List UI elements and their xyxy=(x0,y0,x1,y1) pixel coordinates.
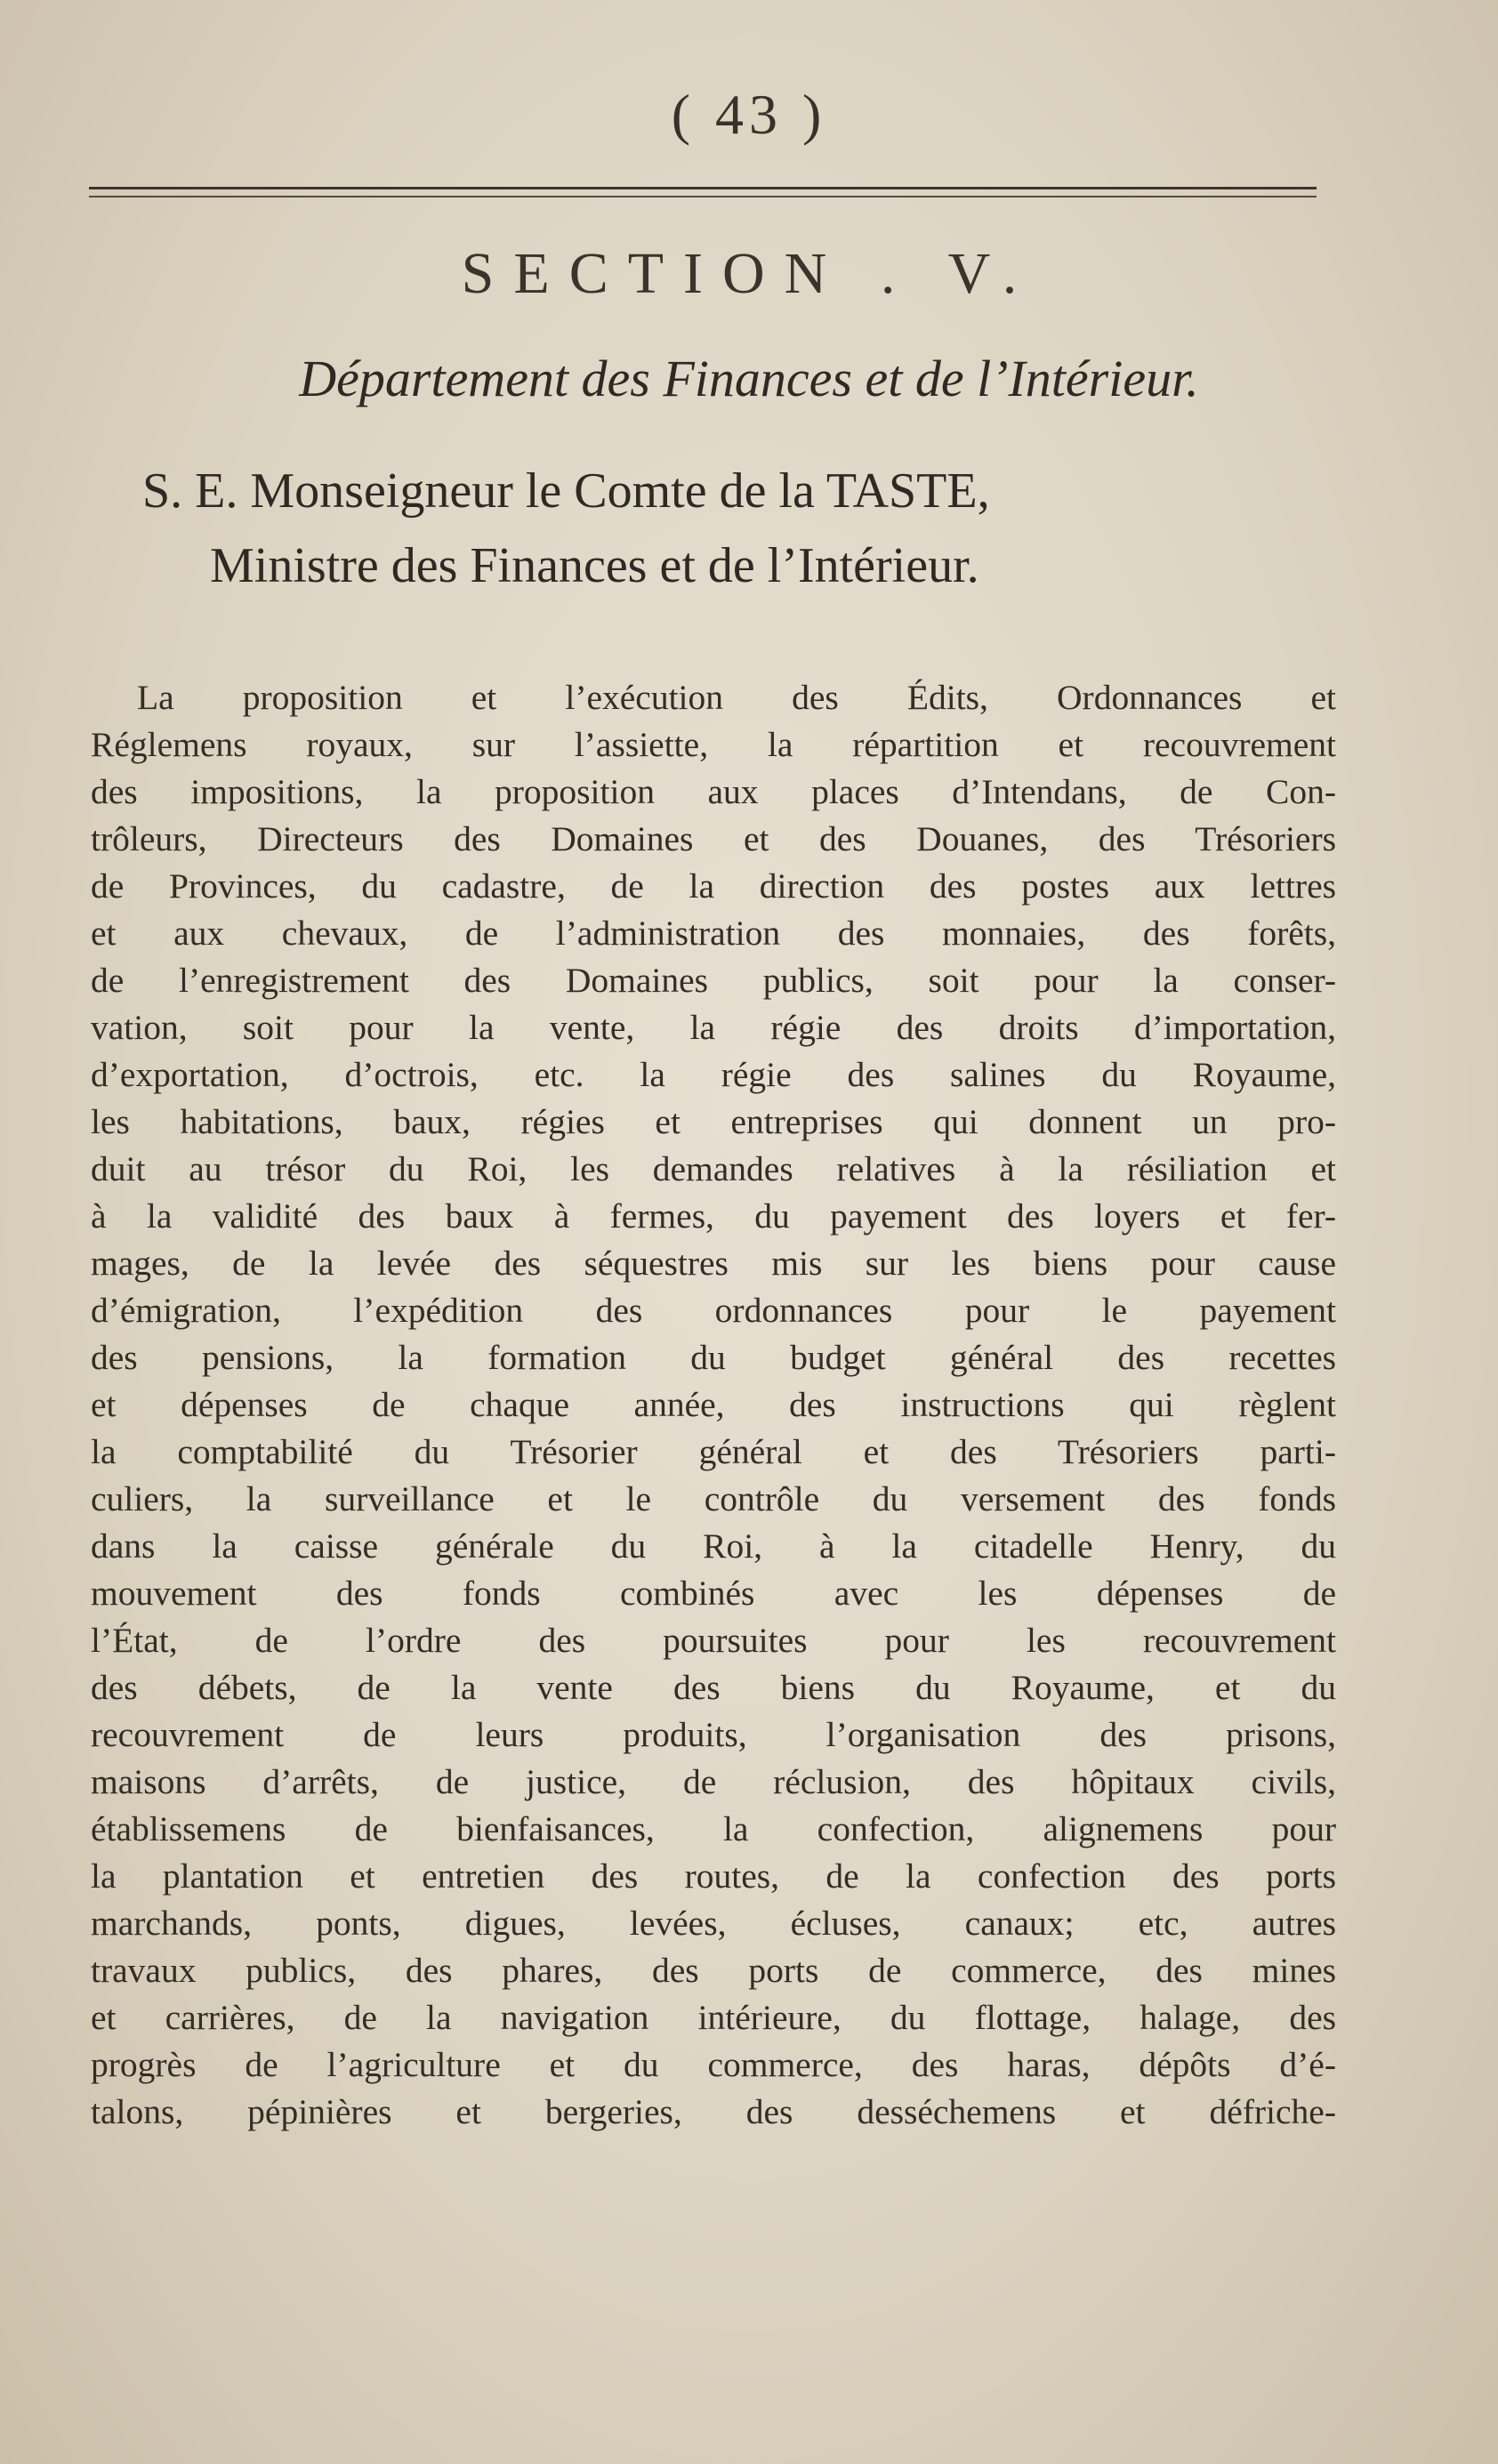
body-line: d’exportation, d’octrois, etc. la régie des salines du Royaume, xyxy=(91,1055,1336,1094)
body-line: et aux chevaux, de l’administration des monnaies, des forêts, xyxy=(91,914,1336,953)
body-line: la plantation et entretien des routes, de la confection des ports xyxy=(91,1856,1336,1896)
body-line: Réglemens royaux, sur l’assiette, la répartition et recouvrement xyxy=(91,725,1336,764)
body-line: talons, pépinières et bergeries, des desséchemens et défriche- xyxy=(91,2092,1336,2131)
body-line: à la validité des baux à fermes, du payement des loyers et fer- xyxy=(91,1196,1336,1236)
body-line: et dépenses de chaque année, des instructions qui règlent xyxy=(91,1385,1336,1424)
body-line: l’État, de l’ordre des poursuites pour les recouvrement xyxy=(91,1621,1336,1660)
header-rule-bottom xyxy=(89,196,1317,197)
body-line: d’émigration, l’expédition des ordonnances pour le payement xyxy=(91,1291,1336,1330)
body-line: mages, de la levée des séquestres mis sur les biens pour cause xyxy=(91,1244,1336,1283)
department-title: Département des Finances et de l’Intérieur. xyxy=(299,350,1199,407)
body-line: la comptabilité du Trésorier général et des Trésoriers parti- xyxy=(91,1432,1336,1471)
body-line: de l’enregistrement des Domaines publics, soit pour la conser- xyxy=(91,961,1336,1000)
body-line: La proposition et l’exécution des Édits, Ordonnances et xyxy=(137,678,1336,717)
body-line: vation, soit pour la vente, la régie des droits d’importation, xyxy=(91,1008,1336,1047)
header-rule-top xyxy=(89,187,1317,189)
body-line: marchands, ponts, digues, levées, écluses, canaux; etc, autres xyxy=(91,1904,1336,1943)
body-line: recouvrement de leurs produits, l’organisation des prisons, xyxy=(91,1715,1336,1754)
body-line: trôleurs, Directeurs des Domaines et des Douanes, des Trésoriers xyxy=(91,819,1336,858)
body-line: des pensions, la formation du budget général des recettes xyxy=(91,1338,1336,1377)
body-line: établissemens de bienfaisances, la confection, alignemens pour xyxy=(91,1809,1336,1848)
page-number: ( 43 ) xyxy=(671,83,827,146)
body-line: de Provinces, du cadastre, de la direction des postes aux lettres xyxy=(91,866,1336,906)
body-text xyxy=(91,674,1336,2136)
body-line: maisons d’arrêts, de justice, de réclusion, des hôpitaux civils, xyxy=(91,1762,1336,1801)
body-line: duit au trésor du Roi, les demandes relatives à la résiliation et xyxy=(91,1149,1336,1188)
body-line: les habitations, baux, régies et entreprises qui donnent un pro- xyxy=(91,1102,1336,1141)
body-line: des débets, de la vente des biens du Royaume, et du xyxy=(91,1668,1336,1707)
body-line: mouvement des fonds combinés avec les dépenses de xyxy=(91,1574,1336,1613)
body-line: et carrières, de la navigation intérieure, du flottage, halage, des xyxy=(91,1998,1336,2037)
body-line: progrès de l’agriculture et du commerce, des haras, dépôts d’é- xyxy=(91,2045,1336,2084)
section-title: SECTION . V. xyxy=(461,241,1037,306)
body-line: travaux publics, des phares, des ports de commerce, des mines xyxy=(91,1951,1336,1990)
minister-line-2: Ministre des Finances et de l’Intérieur. xyxy=(210,538,979,593)
minister-line-1: S. E. Monseigneur le Comte de la TASTE, xyxy=(142,463,990,519)
body-line: dans la caisse générale du Roi, à la citadelle Henry, du xyxy=(91,1526,1336,1566)
body-line: des impositions, la proposition aux places d’Intendans, de Con- xyxy=(91,772,1336,811)
body-line: culiers, la surveillance et le contrôle du versement des fonds xyxy=(91,1479,1336,1518)
